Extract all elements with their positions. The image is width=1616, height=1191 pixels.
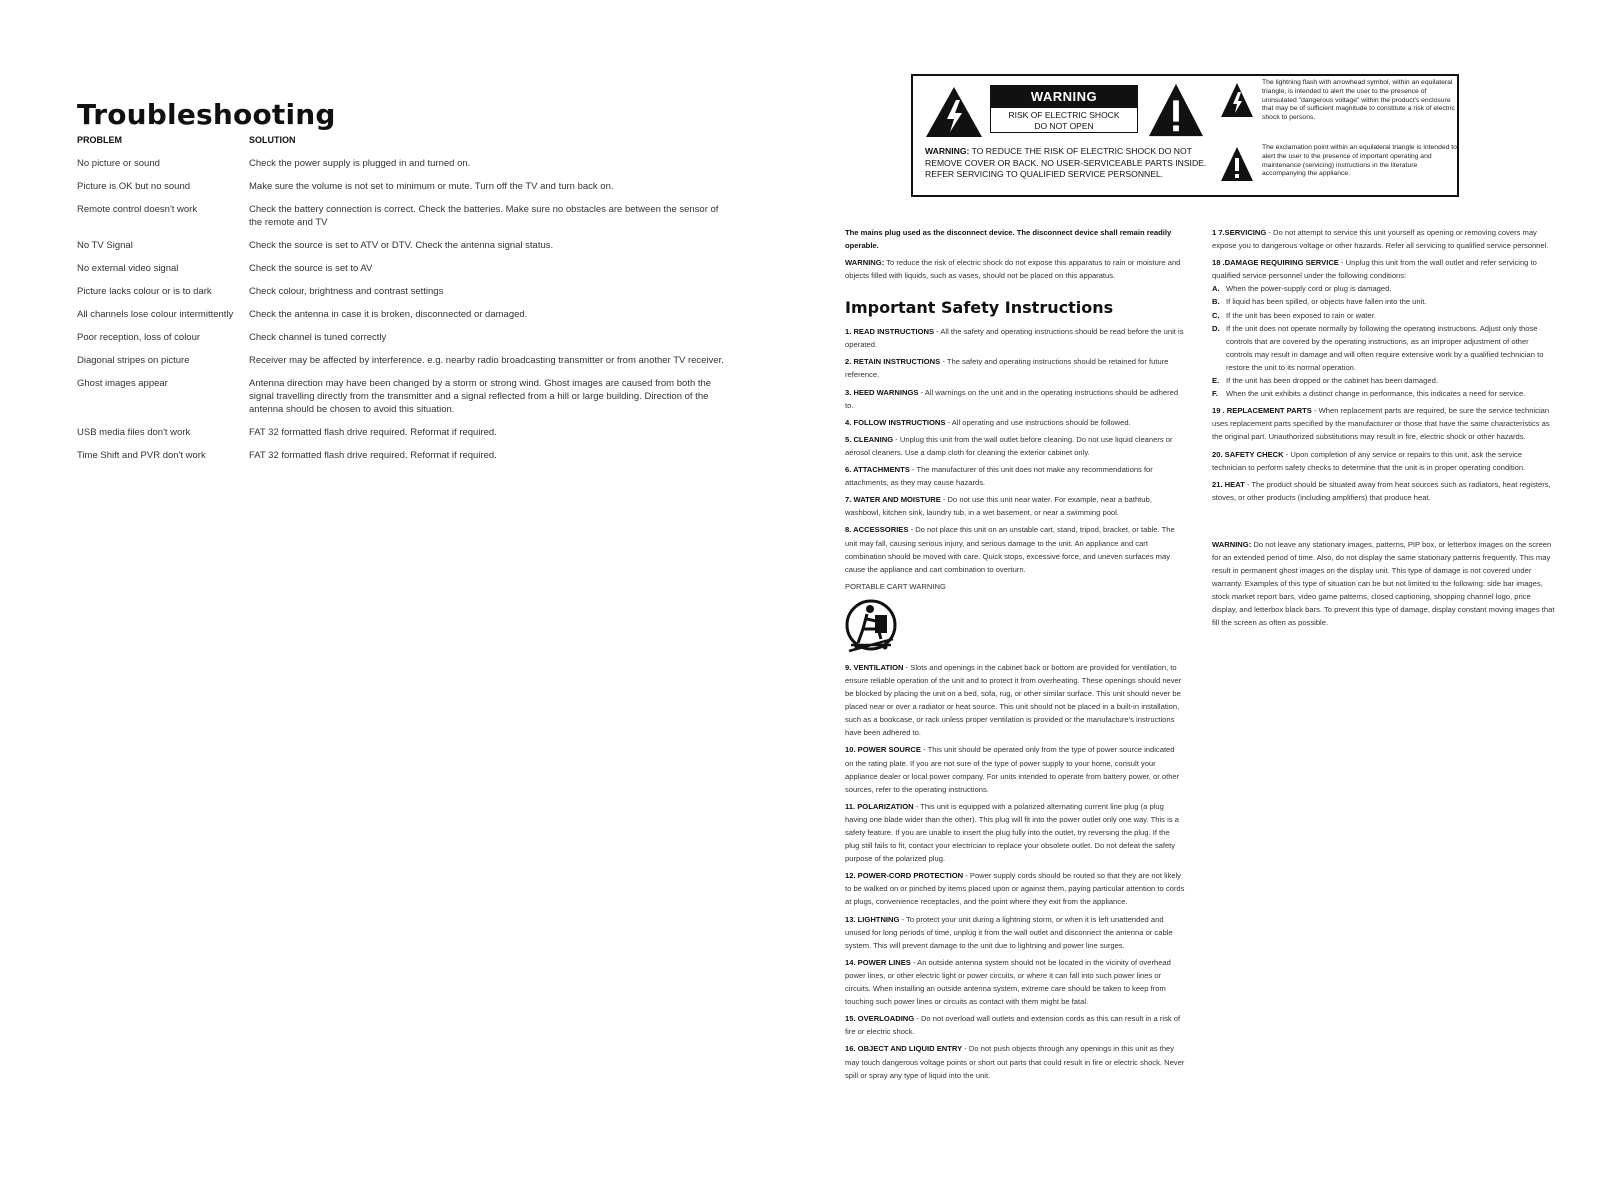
solution-cell: Check channel is tuned correctly: [249, 332, 387, 343]
solution-cell: Check the source is set to AV: [249, 263, 373, 274]
item-label: 15. OVERLOADING: [845, 1014, 915, 1024]
item-label: 9. VENTILATION: [845, 662, 904, 672]
problem-cell: Ghost images appear: [77, 378, 168, 389]
list-item: [845, 355, 1185, 381]
portable-cart-icon: [845, 599, 897, 653]
solution-cell: Check the source is set to ATV or DTV. Check the antenna signal status.: [249, 240, 554, 251]
column-header-problem: PROBLEM: [77, 135, 122, 145]
item-text: - All operating and use instructions should be followed.: [945, 417, 1131, 427]
electric-shock-warning-box: [911, 74, 1459, 197]
item-text: - Unplug this unit from the wall outlet and refer servicing to qualified service personnel under the following conditions:: [1212, 258, 1537, 281]
item-label: 8. ACCESSORIES: [845, 525, 909, 535]
list-item: [1212, 404, 1557, 443]
lightning-symbol-explanation: The lightning flash with arrowhead symbol, within an equilateral triangle, is intended to alert the user to the presence of uninsulated "dangerous voltage" within the product's enclosure that may be of sufficient magnitude to constitute a risk of electric shock to persons.: [1262, 79, 1455, 122]
item-label: 11. POLARIZATION: [845, 801, 914, 811]
problem-cell: Picture lacks colour or is to dark: [77, 286, 212, 297]
condition-item: [1212, 374, 1557, 387]
list-item: [845, 1012, 1185, 1038]
table-row: [77, 377, 737, 416]
item-text: - An outside antenna system should not be located in the vicinity of overhead power lines, or other electric light or power circuits, or where it can fall into such power lines or circuits. When installing an outside antenna system, extreme care should be taken to keep from touching such power lines or circuits as contact with them might be fatal.: [845, 957, 1171, 1007]
list-item: [845, 416, 1185, 429]
condition-key: E.: [1212, 376, 1220, 386]
table-row: [77, 180, 737, 193]
column-header-solution: SOLUTION: [249, 135, 296, 145]
table-row: [77, 239, 737, 252]
safety-instructions-column-2: [1212, 226, 1557, 630]
table-row: [77, 426, 737, 439]
condition-key: F.: [1212, 389, 1218, 399]
warning-body: Do not leave any stationary images, patterns, PIP box, or letterbox images on the screen for an extended period of time. Also, do not display the same stationary patterns frequently. This may result in permanent ghost images on the display unit. This type of damage is not covered under warranty. Examples of this type of situation can be but not limited to the following: side bar images, stock market report bars, video game patterns, closed captioning, shopping channel logo, price display, and letterbox black bars. To prevent this type of damage, display constant moving images that fill the screen as often as possible.: [1212, 539, 1555, 628]
list-item: [845, 463, 1185, 489]
problem-cell: All channels lose colour intermittently: [77, 309, 234, 320]
item-text: - The manufacturer of this unit does not make any recommendations for attachments, as they may cause hazards.: [845, 465, 1153, 488]
item-label: 4. FOLLOW INSTRUCTIONS: [845, 417, 946, 427]
problem-cell: No external video signal: [77, 263, 179, 274]
item-text: - All warnings on the unit and in the operating instructions should be adhered to.: [845, 387, 1179, 410]
troubleshooting-table-header: [77, 135, 737, 145]
condition-text: If the unit does not operate normally by following the operating instructions. Adjust only those controls that are covered by the operating instructions, as an improper adjustment of other controls may result in damage and will often require extensive work by a qualified technician to restore the unit to its normal operation.: [1226, 323, 1544, 372]
problem-cell: Remote control doesn't work: [77, 204, 198, 215]
item-label: 6. ATTACHMENTS: [845, 465, 910, 475]
item-text: - Power supply cords should be routed so that they are not likely to be walked on or pinched by items placed upon or against them, paying particular attention to cords at plugs, convenience receptacles, and the point where they exit from the appliance.: [845, 871, 1185, 907]
condition-text: When the unit exhibits a distinct change in performance, this indicates a need for service.: [1226, 389, 1526, 399]
item-label: 16. OBJECT AND LIQUID ENTRY: [845, 1044, 963, 1054]
item-label: 10. POWER SOURCE: [845, 745, 921, 755]
solution-cell: Receiver may be affected by interference. e.g. nearby radio broadcasting transmitter or from another TV receiver.: [249, 355, 724, 366]
list-item: [1212, 478, 1557, 504]
portable-cart-warning-label: PORTABLE CART WARNING: [845, 581, 946, 591]
item-text: - Do not use this unit near water. For example, near a bathtub, washbowl, kitchen sink, laundry tub, in a wet basement, or near a swimming pool.: [845, 495, 1152, 518]
item-label: 7. WATER AND MOISTURE: [845, 495, 941, 505]
table-row: [77, 262, 737, 275]
problem-cell: No TV Signal: [77, 240, 133, 251]
warning-heading: WARNING: [991, 86, 1137, 108]
condition-item: [1212, 282, 1557, 295]
item-text: - This unit is equipped with a polarized alternating current line plug (a plug having one blade wider than the other). This plug will fit into the power outlet only one way. This is a safety feature. If you are unable to insert the plug fully into the outlet, try reversing the plug. If the plug still fails to fit, contact your electrician to replace your obsolete outlet. Do not defeat the safety purpose of the polarized plug.: [845, 801, 1179, 864]
lightning-small-triangle-icon: [1220, 82, 1254, 118]
problem-cell: USB media files don't work: [77, 427, 191, 438]
item-label: 18 .DAMAGE REQUIRING SERVICE: [1212, 258, 1339, 268]
condition-item: [1212, 295, 1557, 308]
table-row: [77, 331, 737, 344]
troubleshooting-table-body: [77, 157, 737, 462]
warning-body: To reduce the risk of electric shock do not expose this apparatus to rain or moisture and objects filled with liquids, such as vases, should not be placed on this apparatus.: [845, 258, 1181, 281]
condition-key: A.: [1212, 284, 1220, 294]
table-row: [77, 157, 737, 170]
troubleshooting-title: Troubleshooting: [77, 98, 336, 131]
item-text: - Do not place this unit on an unstable cart, stand, tripod, bracket, or table. The unit may fall, causing serious injury, and serious damage to the unit. An appliance and cart combination should be moved with care. Quick stops, excessive force, and uneven surfaces may cause the appliance and cart combination to overturn.: [845, 525, 1175, 574]
item-label: 13. LIGHTNING: [845, 914, 900, 924]
solution-cell: Check colour, brightness and contrast settings: [249, 286, 444, 297]
solution-cell: Check the battery connection is correct. Check the batteries. Make sure no obstacles are between the sensor of the remote and TV: [249, 204, 719, 228]
item-text: - Do not attempt to service this unit yourself as opening or removing covers may expose you to dangerous voltage or other hazards. Refer all servicing to qualified service personnel.: [1212, 228, 1549, 251]
screen-burn-in-warning: [1212, 538, 1557, 630]
solution-cell: Antenna direction may have been changed by a storm or strong wind. Ghost images are caused from both the signal travelling directly from the transmitter and a signal reflected from a hill or large building. Direction of the antenna should be chosen to avoid this situation.: [249, 378, 712, 415]
table-row: [77, 203, 737, 229]
item-text: - Do not push objects through any openings in this unit as they may touch dangerous voltage points or short out parts that could result in fire or electric shock. Never spill or spray any type of liquid into the unit.: [845, 1044, 1185, 1080]
item-text: - All the safety and operating instructions should be read before the unit is operated.: [845, 327, 1184, 350]
list-item: [845, 661, 1185, 740]
item-label: 14. POWER LINES: [845, 957, 911, 967]
warning-caution-body: TO REDUCE THE RISK OF ELECTRIC SHOCK DO NOT REMOVE COVER OR BACK. NO USER-SERVICEABLE PARTS INSIDE. REFER SERVICING TO QUALIFIED SERVICE PERSONNEL.: [925, 146, 1207, 179]
warning-label: [990, 85, 1138, 133]
solution-cell: Check the power supply is plugged in and turned on.: [249, 158, 471, 169]
item-label: 21. HEAT: [1212, 479, 1245, 489]
item-text: - To protect your unit during a lightning storm, or when it is left unattended and unused for long periods of time, unplug it from the wall outlet and disconnect the antenna or cable system. This will prevent damage to the unit due to lightning and power line surges.: [845, 914, 1173, 950]
item-label: 1. READ INSTRUCTIONS: [845, 327, 935, 337]
list-item: [845, 869, 1185, 908]
mains-plug-notice: The mains plug used as the disconnect device. The disconnect device shall remain readily operable.: [845, 228, 1172, 250]
list-item: [845, 1042, 1185, 1081]
list-item: [845, 743, 1185, 795]
item-label: 3. HEED WARNINGS: [845, 387, 919, 397]
list-item: [845, 523, 1185, 575]
solution-cell: Check the antenna in case it is broken, disconnected or damaged.: [249, 309, 528, 320]
item-text: - This unit should be operated only from the type of power source indicated on the rating plate. If you are not sure of the type of power supply to your home, consult your appliance dealer or local power company. For units intended to operate from battery power, or other sources, refer to the operating instructions.: [845, 745, 1180, 794]
exclamation-symbol-explanation: The exclamation point within an equilateral triangle is intended to alert the user to the presence of important operating and maintenance (servicing) instructions in the literature accompanying the appliance.: [1262, 144, 1457, 178]
item-label: 20. SAFETY CHECK: [1212, 449, 1284, 459]
list-item: [845, 800, 1185, 865]
condition-item: [1212, 309, 1557, 322]
table-row: [77, 354, 737, 367]
list-item: [845, 913, 1185, 952]
condition-key: B.: [1212, 297, 1220, 307]
lightning-triangle-icon: [925, 86, 983, 138]
item-text: - Do not overload wall outlets and extension cords as this can result in a risk of fire or electric shock.: [845, 1014, 1181, 1037]
list-item: [845, 956, 1185, 1008]
item-text: - When replacement parts are required, be sure the service technician uses replacement parts specified by the manufacturer or those that have the same characteristics as the original part. Unauthorized substitutions may result in fire, electric shock or other hazards.: [1212, 406, 1550, 442]
troubleshooting-section: [77, 98, 737, 462]
list-item: [845, 325, 1185, 351]
warning-sub-line-1: RISK OF ELECTRIC SHOCK: [1008, 110, 1120, 120]
warning-caution-label: WARNING:: [925, 146, 970, 156]
table-row: [77, 285, 737, 298]
list-item: [845, 493, 1185, 519]
list-item: [1212, 448, 1557, 474]
list-item: [845, 433, 1185, 459]
important-safety-instructions-title: Important Safety Instructions: [845, 298, 1114, 318]
item-text: - Unplug this unit from the wall outlet before cleaning. Do not use liquid cleaners or aerosol cleaners. Use a damp cloth for cleaning the exterior cabinet only.: [845, 434, 1173, 457]
table-row: [77, 449, 737, 462]
safety-instructions-column: [845, 226, 1185, 1086]
problem-cell: Diagonal stripes on picture: [77, 355, 190, 366]
condition-list: [1212, 282, 1557, 400]
item-text: - The safety and operating instructions should be retained for future reference.: [845, 357, 1169, 380]
exclamation-small-triangle-icon: [1220, 146, 1254, 182]
condition-text: If the unit has been exposed to rain or water.: [1226, 310, 1376, 320]
item-label: 1 7.SERVICING: [1212, 228, 1267, 237]
warning-sub-line-2: DO NOT OPEN: [1034, 121, 1094, 131]
condition-key: D.: [1212, 323, 1220, 333]
problem-cell: Picture is OK but no sound: [77, 181, 191, 192]
solution-cell: FAT 32 formatted flash drive required. Reformat if required.: [249, 450, 497, 461]
item-text: - Slots and openings in the cabinet back or bottom are provided for ventilation, to ensure reliable operation of the unit and to protect it from overheating. These openings should never be blocked by placing the unit on a bed, sofa, rug, or other similar surface. This unit should never be placed near or over a radiator or heat source. This unit should not be placed in a built-in installation, such as a bookcase, or rack unless proper ventilation is provided or the manufacture's instructions have been adhered to.: [845, 662, 1182, 738]
list-item: [1212, 256, 1557, 282]
condition-text: When the power-supply cord or plug is damaged.: [1226, 284, 1392, 294]
condition-item: [1212, 322, 1557, 374]
list-item: [845, 386, 1185, 412]
item-label: 2. RETAIN INSTRUCTIONS: [845, 357, 941, 367]
condition-text: If the unit has been dropped or the cabinet has been damaged.: [1226, 376, 1438, 386]
problem-cell: Time Shift and PVR don't work: [77, 450, 206, 461]
problem-cell: No picture or sound: [77, 158, 160, 169]
rain-moisture-warning: [845, 256, 1185, 282]
item-text: - Upon completion of any service or repairs to this unit, ask the service technician to perform safety checks to determine that the unit is in proper operating condition.: [1212, 449, 1526, 472]
item-label: 5. CLEANING: [845, 434, 894, 444]
table-row: [77, 308, 737, 321]
solution-cell: FAT 32 formatted flash drive required. Reformat if required.: [249, 427, 497, 438]
item-text: - The product should be situated away from heat sources such as radiators, heat registers, stoves, or other products (including amplifiers) that produce heat.: [1212, 479, 1551, 502]
solution-cell: Make sure the volume is not set to minimum or mute. Turn off the TV and turn back on.: [249, 181, 614, 192]
list-item: [1212, 226, 1557, 252]
problem-cell: Poor reception, loss of colour: [77, 332, 201, 343]
condition-item: [1212, 387, 1557, 400]
exclamation-triangle-icon: [1148, 82, 1204, 138]
item-label: 12. POWER-CORD PROTECTION: [845, 871, 964, 881]
condition-key: C.: [1212, 310, 1220, 320]
warning-caution-text: [925, 146, 1225, 181]
warning-label: WARNING:: [1212, 539, 1252, 549]
item-label: 19 . REPLACEMENT PARTS: [1212, 406, 1312, 416]
warning-label: WARNING:: [845, 258, 885, 267]
condition-text: If liquid has been spilled, or objects have fallen into the unit.: [1226, 297, 1427, 307]
